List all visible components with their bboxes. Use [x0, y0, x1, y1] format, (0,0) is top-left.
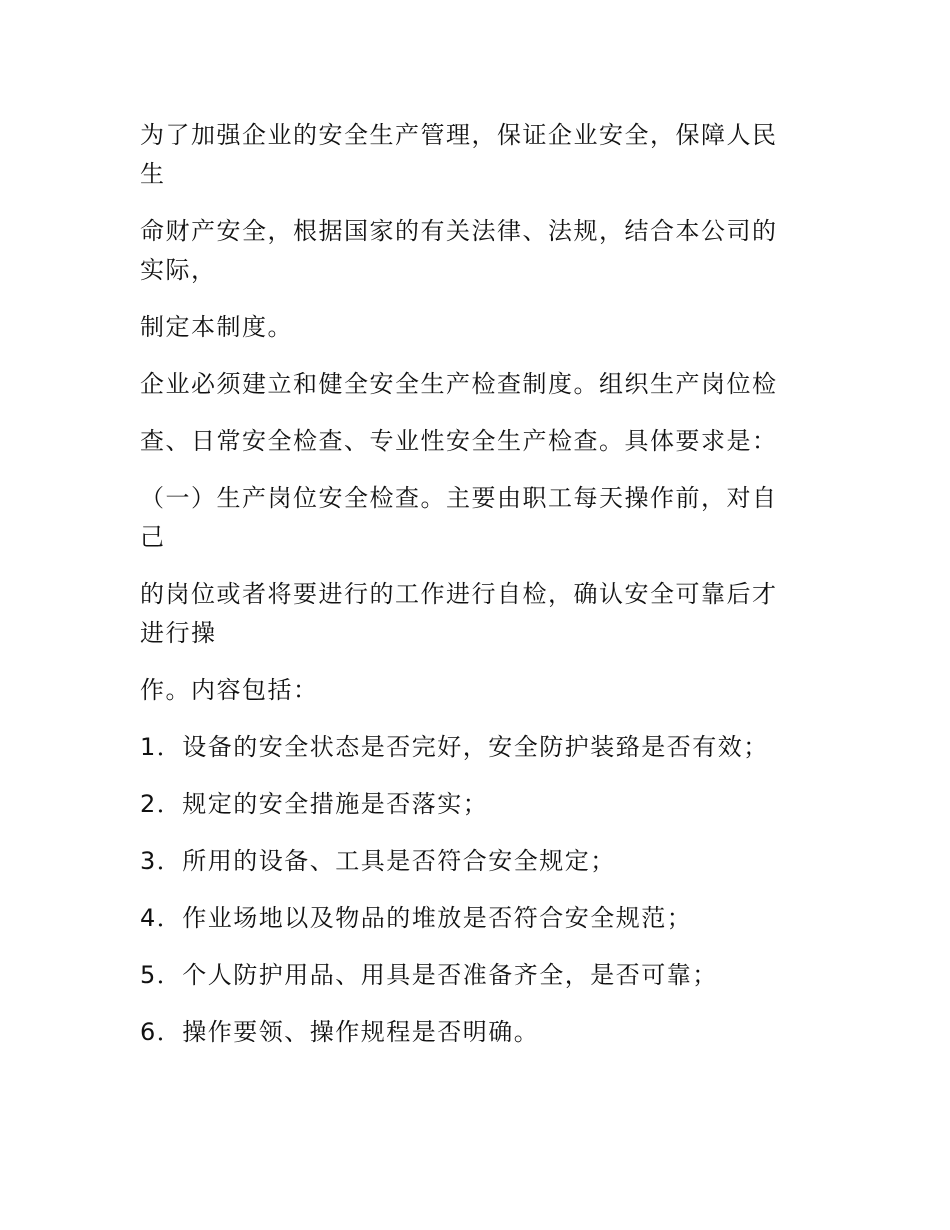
text-line: （一）生产岗位安全检查。主要由职工每天操作前，对自 — [140, 484, 778, 512]
text-line: 己 — [140, 523, 166, 551]
text-line: 命财产安全，根据国家的有关法律、法规，结合本公司的 — [140, 217, 778, 245]
paragraph-purpose-1 — [140, 116, 800, 194]
text-line: 5．个人防护用品、用具是否准备齐全，是否可靠； — [140, 961, 718, 989]
text-line: 为了加强企业的安全生产管理，保证企业安全，保障人民 — [140, 121, 778, 149]
paragraph-section-3 — [140, 671, 800, 710]
list-item-2 — [140, 785, 800, 824]
document-page — [140, 116, 800, 1070]
text-line: 企业必须建立和健全安全生产检查制度。组织生产岗位检 — [140, 370, 778, 398]
text-line: 制定本制度。 — [140, 313, 293, 341]
list-item-5 — [140, 956, 800, 995]
text-line: 1．设备的安全状态是否完好，安全防护装臵是否有效； — [140, 733, 769, 761]
text-line: 实际， — [140, 256, 217, 284]
text-line: 4．作业场地以及物品的堆放是否符合安全规范； — [140, 904, 693, 932]
paragraph-section-2 — [140, 575, 800, 653]
text-line: 3．所用的设备、工具是否符合安全规定； — [140, 847, 616, 875]
text-line: 查、日常安全检查、专业性安全生产检查。具体要求是： — [140, 427, 778, 455]
paragraph-section-1 — [140, 479, 800, 557]
list-item-1 — [140, 728, 800, 767]
paragraph-purpose-2 — [140, 212, 800, 290]
list-item-6 — [140, 1013, 800, 1052]
text-line: 的岗位或者将要进行的工作进行自检，确认安全可靠后才 — [140, 580, 778, 608]
text-line: 生 — [140, 160, 166, 188]
paragraph-purpose-3 — [140, 308, 800, 347]
paragraph-requirement-2 — [140, 422, 800, 461]
text-line: 6．操作要领、操作规程是否明确。 — [140, 1018, 540, 1046]
text-line: 作。内容包括： — [140, 676, 319, 704]
paragraph-requirement-1 — [140, 365, 800, 404]
text-line: 进行操 — [140, 619, 217, 647]
list-item-3 — [140, 842, 800, 881]
text-line: 2．规定的安全措施是否落实； — [140, 790, 489, 818]
list-item-4 — [140, 899, 800, 938]
